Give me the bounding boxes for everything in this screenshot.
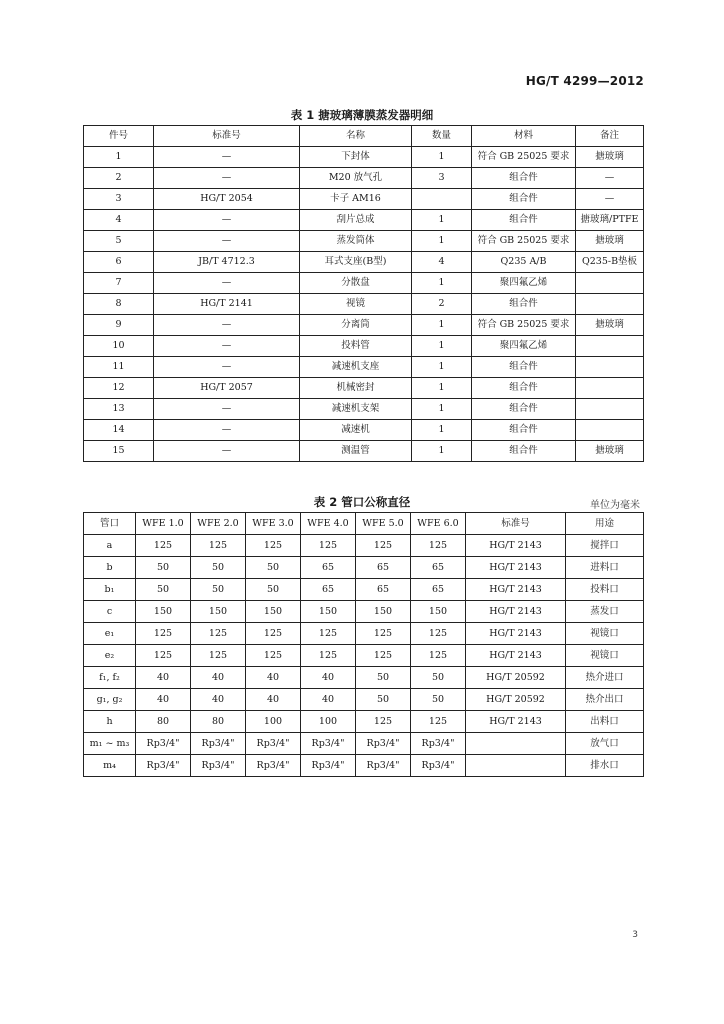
table2-cell: 40 [246,689,301,711]
table2-cell: 125 [246,535,301,557]
table2-cell: Rp3/4" [301,733,356,755]
table1-cell: 3 [412,168,472,189]
table2-cell: 125 [411,623,466,645]
table2-cell: 65 [411,557,466,579]
table2-header-cell: WFE 4.0 [301,513,356,535]
table2-cell: 50 [246,579,301,601]
parts-list-table [83,125,644,462]
table1-cell: 组合件 [472,168,576,189]
table2-cell: a [84,535,136,557]
table2-cell: 65 [301,579,356,601]
table1-header-cell: 备注 [576,126,644,147]
table2-row [84,689,644,711]
table1-cell: 1 [412,210,472,231]
table1-cell: — [154,210,300,231]
table2-cell: 蒸发口 [566,601,644,623]
table1-header-row [84,126,644,147]
table1-cell [576,273,644,294]
table1-cell: 搪玻璃/PTFE [576,210,644,231]
table1-cell: — [154,231,300,252]
table1-cell: 分离筒 [300,315,412,336]
table1-cell: 15 [84,441,154,462]
table2-cell: 100 [246,711,301,733]
table2-cell: m₁ ~ m₃ [84,733,136,755]
table1-cell [412,189,472,210]
table1-cell: 3 [84,189,154,210]
table2-cell: Rp3/4" [246,733,301,755]
table1-row [84,189,644,210]
table1-cell: Q235-B垫板 [576,252,644,273]
table2-cell: c [84,601,136,623]
table1-cell: 14 [84,420,154,441]
table1-cell: 下封体 [300,147,412,168]
table1-cell [576,378,644,399]
table1-cell: JB/T 4712.3 [154,252,300,273]
table2-cell: Rp3/4" [301,755,356,777]
table1-cell: 组合件 [472,189,576,210]
table1-cell: 组合件 [472,420,576,441]
table2-cell: f₁, f₂ [84,667,136,689]
table1-cell: — [154,399,300,420]
table1-cell [576,294,644,315]
table2-row [84,645,644,667]
table2-cell: 125 [356,645,411,667]
table1-cell: Q235 A/B [472,252,576,273]
table1-cell: 8 [84,294,154,315]
table1-row [84,357,644,378]
table1-cell [576,420,644,441]
table1-cell: HG/T 2057 [154,378,300,399]
table2-row [84,623,644,645]
table1-cell: 机械密封 [300,378,412,399]
table1-row [84,420,644,441]
table2-cell: HG/T 2143 [466,557,566,579]
table1-cell: 6 [84,252,154,273]
table2-cell: 125 [136,535,191,557]
table1-cell: 视镜 [300,294,412,315]
table2-cell: Rp3/4" [191,755,246,777]
table1-cell: 减速机支座 [300,357,412,378]
table2-cell: HG/T 2143 [466,535,566,557]
table1-cell: 蒸发筒体 [300,231,412,252]
table1-header-cell: 标准号 [154,126,300,147]
table2-row [84,557,644,579]
table1-cell: — [154,441,300,462]
table1-cell: 1 [84,147,154,168]
page-number: 3 [632,930,638,940]
table2-cell: Rp3/4" [411,755,466,777]
table1-cell: M20 放气孔 [300,168,412,189]
table2-header-cell: WFE 2.0 [191,513,246,535]
table2-cell: Rp3/4" [356,755,411,777]
table2-cell: 150 [411,601,466,623]
table2-cell: 排水口 [566,755,644,777]
table2-cell: 40 [301,667,356,689]
table2-cell: 125 [301,645,356,667]
table1-row [84,168,644,189]
table1-cell: 7 [84,273,154,294]
table2-cell: Rp3/4" [136,755,191,777]
table1-cell: 1 [412,147,472,168]
table2-cell: h [84,711,136,733]
table1-cell: 1 [412,399,472,420]
table1-cell: 减速机 [300,420,412,441]
standard-number: HG/T 4299—2012 [525,74,644,88]
table2-cell: 80 [136,711,191,733]
table2-row [84,579,644,601]
nozzle-diameter-table [83,512,644,777]
table2-unit: 单位为毫米 [590,500,640,511]
table2-cell: HG/T 20592 [466,689,566,711]
table2-header-cell: WFE 5.0 [356,513,411,535]
table1-cell: — [154,336,300,357]
table2-cell: 出料口 [566,711,644,733]
table1-cell: 搪玻璃 [576,315,644,336]
table1-cell: 1 [412,357,472,378]
table2-cell: e₁ [84,623,136,645]
table1-cell: 搪玻璃 [576,441,644,462]
table1-cell: 10 [84,336,154,357]
table2-cell: 125 [411,645,466,667]
table1-row [84,147,644,168]
table2-row [84,535,644,557]
table2-cell: HG/T 2143 [466,601,566,623]
table2-cell: 投料口 [566,579,644,601]
table2-caption: 表 2 管口公称直径 [313,495,411,509]
table2-cell: Rp3/4" [411,733,466,755]
table2-cell [466,733,566,755]
table2-cell: 40 [191,689,246,711]
table2-cell: 40 [246,667,301,689]
table1-cell: 1 [412,378,472,399]
table2-cell: 125 [356,535,411,557]
table2-header-row [84,513,644,535]
table2-header-cell: WFE 1.0 [136,513,191,535]
table1-cell: 12 [84,378,154,399]
table1-cell: 4 [412,252,472,273]
table2-cell: 125 [356,711,411,733]
table1-cell: — [154,357,300,378]
table2-cell: b₁ [84,579,136,601]
table1-cell: 耳式支座(B型) [300,252,412,273]
table1-header-cell: 名称 [300,126,412,147]
table1-cell: 1 [412,336,472,357]
table1-cell: 减速机支架 [300,399,412,420]
table2-cell: 125 [301,535,356,557]
table2-cell: 50 [191,579,246,601]
table2-cell: 搅拌口 [566,535,644,557]
table1-cell: 13 [84,399,154,420]
table1-cell: 符合 GB 25025 要求 [472,147,576,168]
table1-cell: — [576,189,644,210]
table2-cell: 进料口 [566,557,644,579]
table1-body [84,147,644,462]
table2-header-cell: WFE 3.0 [246,513,301,535]
table2-cell: HG/T 2143 [466,623,566,645]
table2-cell: 40 [301,689,356,711]
table2-cell: 125 [246,645,301,667]
table1-caption: 表 1 搪玻璃薄膜蒸发器明细 [290,108,434,122]
table1-cell: 刮片总成 [300,210,412,231]
table2-cell: m₄ [84,755,136,777]
table1-cell [576,336,644,357]
table1-cell: — [154,420,300,441]
table1-row [84,210,644,231]
table1-cell: 搪玻璃 [576,231,644,252]
table1-cell: 聚四氟乙烯 [472,336,576,357]
table2-cell: HG/T 2143 [466,579,566,601]
table2-cell: 50 [136,557,191,579]
table2-cell: 80 [191,711,246,733]
table2-cell: 视镜口 [566,623,644,645]
table1-row [84,231,644,252]
table2-cell: HG/T 20592 [466,667,566,689]
table1-header-cell: 数量 [412,126,472,147]
table2-header-cell: 管口 [84,513,136,535]
table2-cell: 125 [191,535,246,557]
table2-cell: 40 [136,689,191,711]
table2-cell: 65 [356,557,411,579]
table1-cell: 组合件 [472,378,576,399]
table1-row [84,378,644,399]
table1-cell [576,357,644,378]
table1-cell: 组合件 [472,399,576,420]
table1-cell: 4 [84,210,154,231]
table2-cell: 40 [191,667,246,689]
table2-cell: g₁, g₂ [84,689,136,711]
table2-cell: 热介出口 [566,689,644,711]
table1-row [84,252,644,273]
table2-cell: 热介进口 [566,667,644,689]
table1-cell: HG/T 2054 [154,189,300,210]
table2-cell: 放气口 [566,733,644,755]
table1-cell: 1 [412,273,472,294]
table2-cell: Rp3/4" [136,733,191,755]
table2-cell: Rp3/4" [246,755,301,777]
table2-cell: 65 [356,579,411,601]
table2-body [84,535,644,777]
table2-cell: 125 [411,711,466,733]
table2-cell: 150 [136,601,191,623]
table2-cell: 150 [356,601,411,623]
table2-cell: b [84,557,136,579]
table2-cell: HG/T 2143 [466,711,566,733]
table1-cell: 组合件 [472,441,576,462]
table1-row [84,399,644,420]
table2-cell: 125 [191,623,246,645]
table1-cell: 5 [84,231,154,252]
table1-cell: 1 [412,231,472,252]
table2-cell: 125 [136,645,191,667]
table1-cell: 投料管 [300,336,412,357]
table1-row [84,441,644,462]
table1-cell: 组合件 [472,294,576,315]
table1-header-cell: 件号 [84,126,154,147]
table1-row [84,336,644,357]
table2-row [84,733,644,755]
table1-cell: 2 [84,168,154,189]
table1-cell: HG/T 2141 [154,294,300,315]
table2-cell: 150 [246,601,301,623]
table2-row [84,667,644,689]
table1-cell: 测温管 [300,441,412,462]
table2-row [84,755,644,777]
table2-cell: 65 [301,557,356,579]
table2-cell: 150 [301,601,356,623]
table1-cell: 9 [84,315,154,336]
table2-cell: 125 [356,623,411,645]
table2-header-cell: 标准号 [466,513,566,535]
table1-cell: 1 [412,441,472,462]
table2-cell: 65 [411,579,466,601]
table2-row [84,601,644,623]
table2-cell: 50 [246,557,301,579]
table1-cell: 组合件 [472,357,576,378]
table2-cell: Rp3/4" [356,733,411,755]
table1-cell: 搪玻璃 [576,147,644,168]
table2-cell: 50 [356,689,411,711]
table1-cell: 符合 GB 25025 要求 [472,315,576,336]
table2-cell: 125 [246,623,301,645]
table1-cell: — [154,168,300,189]
table1-cell: 2 [412,294,472,315]
table2-cell: 50 [411,689,466,711]
table2-cell: 125 [301,623,356,645]
table1-cell: — [154,315,300,336]
table1-cell: 组合件 [472,210,576,231]
table1-cell: 11 [84,357,154,378]
table1-cell: — [154,273,300,294]
table2-cell [466,755,566,777]
table2-cell: 视镜口 [566,645,644,667]
table2-row [84,711,644,733]
table1-cell: 符合 GB 25025 要求 [472,231,576,252]
table1-cell: 聚四氟乙烯 [472,273,576,294]
table1-row [84,273,644,294]
table2-cell: 50 [191,557,246,579]
table2-cell: 40 [136,667,191,689]
table1-cell: 1 [412,315,472,336]
table2-cell: 100 [301,711,356,733]
table2-cell: 125 [191,645,246,667]
table1-cell: — [154,147,300,168]
table2-cell: 150 [191,601,246,623]
table2-header-cell: WFE 6.0 [411,513,466,535]
table2-cell: 50 [356,667,411,689]
table2-cell: e₂ [84,645,136,667]
table1-cell: 卡子 AM16 [300,189,412,210]
table2-cell: HG/T 2143 [466,645,566,667]
table1-cell: 1 [412,420,472,441]
table2-cell: 50 [411,667,466,689]
table2-header-cell: 用途 [566,513,644,535]
table2-cell: Rp3/4" [191,733,246,755]
table1-cell: 分散盘 [300,273,412,294]
table2-cell: 50 [136,579,191,601]
table2-cell: 125 [136,623,191,645]
table1-cell [576,399,644,420]
table2-cell: 125 [411,535,466,557]
table1-header-cell: 材料 [472,126,576,147]
table1-row [84,315,644,336]
table1-row [84,294,644,315]
table1-cell: — [576,168,644,189]
